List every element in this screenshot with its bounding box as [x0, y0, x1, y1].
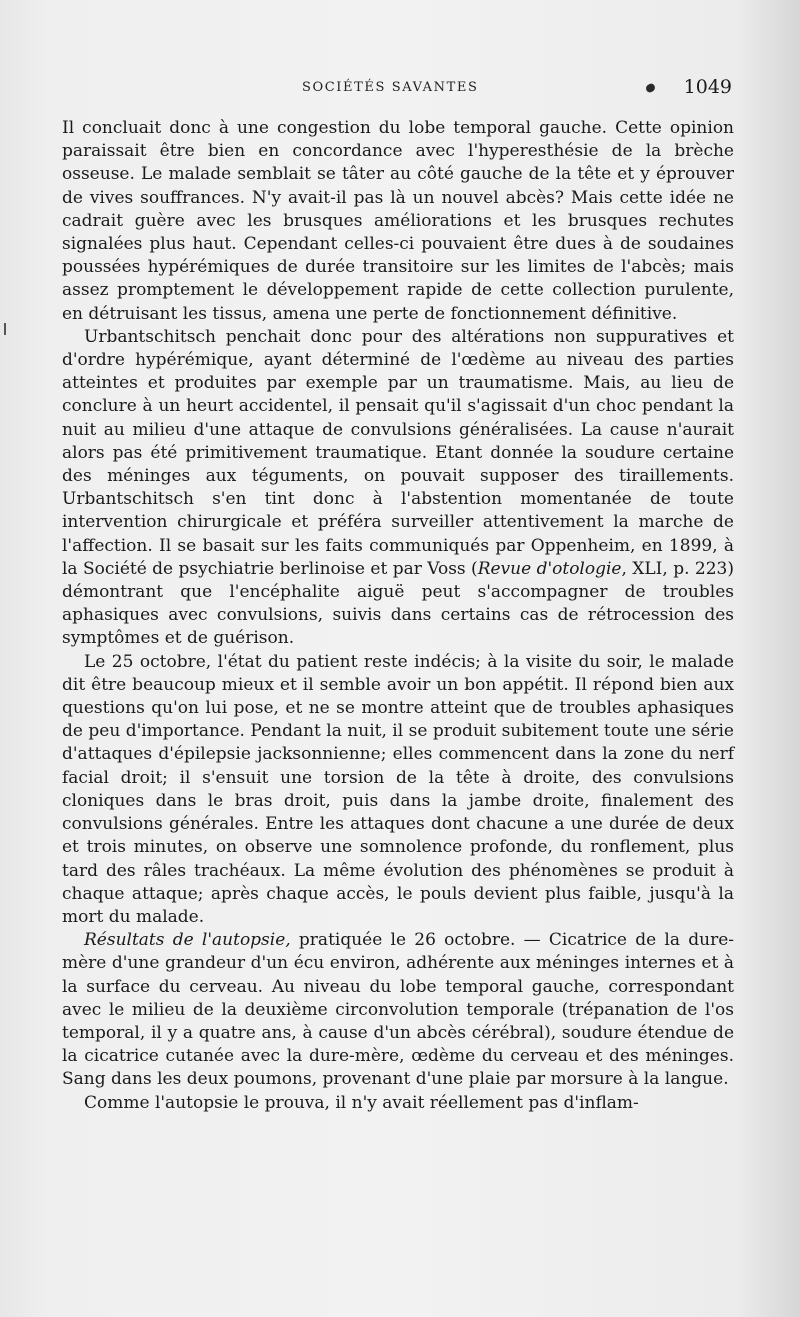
ink-spot-icon — [645, 83, 656, 94]
paragraph-4 — [62, 929, 734, 1091]
paragraph-3: Le 25 octobre, l'état du patient reste indécis; à la visite du soir, le malade dit être beaucoup mieux et il semble avoir un bon appétit. Il répond bien aux questions qu'on lui pose, et ne se montre atteint que de troubles aphasiques de peu d'importance. Pendant la nuit, il se produit subitement toute une série d'attaques d'épilepsie jacksonnienne; elles commencent dans la zone du nerf facial droit; il s'ensuit une torsion de la tête à droite, des convulsions cloniques dans le bras droit, puis dans la jambe droite, finalement des convulsions générales. Entre les attaques dont chacune a une durée de deux et trois minutes, on observe une somnolence profonde, du ronflement, plus tard des râles trachéaux. La même évolution des phénomènes se produit à chaque attaque; après chaque accès, le pouls devient plus faible, jusqu'à la mort du malade. — [62, 651, 734, 927]
journal-title: Revue d'otologie — [477, 558, 622, 579]
running-head — [62, 78, 732, 102]
paragraph-2-text-b: , XLI, p. 223) démontrant que l'encéphalite aiguë peut s'accompagner de troubles aphasiques avec convulsions, suivis dans certains cas de rétrocession des symptômes et de guérison. — [62, 558, 734, 649]
paragraph-2-text-a: Urbantschitsch penchait donc pour des altérations non suppuratives et d'ordre hypérémique, ayant déterminé de l'œdème au niveau des parties atteintes et produites par exemple par un traumatisme. Mais, au lieu de conclure à un heurt accidentel, il pensait qu'il s'agissait d'un choc pendant la nuit au milieu d'une attaque de convulsions généralisées. La cause n'aurait alors pas été primitivement traumatique. Etant donnée la soudure certaine des méninges aux téguments, on pouvait supposer des tiraillements. Urbantschitsch s'en tint donc à l'abstention momentanée de toute intervention chirurgicale et préféra surveiller attentivement la marche de l'affection. Il se basait sur les faits communiqués par Oppenheim, en 1899, à la Société de psychiatrie berlinoise et par Voss ( — [62, 326, 734, 579]
autopsy-heading: Résultats de l'autopsie, — [84, 930, 291, 951]
body-text — [62, 117, 734, 1115]
page-number: 1049 — [683, 76, 732, 98]
running-title: SOCIÉTÉS SAVANTES — [302, 80, 479, 95]
margin-mark — [4, 323, 6, 335]
paragraph-5: Comme l'autopsie le prouva, il n'y avait réellement pas d'inflam- — [84, 1092, 639, 1113]
paragraph-1: Il concluait donc à une congestion du lobe temporal gauche. Cette opinion paraissait être bien en concordance avec l'hyperesthésie de la brèche osseuse. Le malade semblait se tâter au côté gauche de la tête et y éprouver de vives souffrances. N'y avait-il pas là un nouvel abcès? Mais cette idée ne cadrait guère avec les brusques améliorations et les brusques rechutes signalées plus haut. Cependant celles-ci pouvaient être dues à de soudaines poussées hypérémiques de durée transitoire sur les limites de l'abcès; mais assez promptement le développement rapide de cette collection purulente, en détruisant les tissus, amena une perte de fonctionnement définitive. — [62, 118, 734, 324]
paragraph-4-text: pratiquée le 26 octobre. — Cicatrice de la dure-mère d'une grandeur d'un écu environ, adhérente aux méninges internes et à la surface du cerveau. Au niveau du lobe temporal gauche, correspondant avec le milieu de la deuxième circonvolution temporale (trépanation de l'os temporal, il y a quatre ans, à cause d'un abcès cérébral), soudure étendue de la cicatrice cutanée avec la dure-mère, œdème du cerveau et des méninges. Sang dans les deux poumons, provenant d'une plaie par morsure à la langue. — [62, 930, 734, 1090]
paragraph-2 — [62, 326, 734, 651]
